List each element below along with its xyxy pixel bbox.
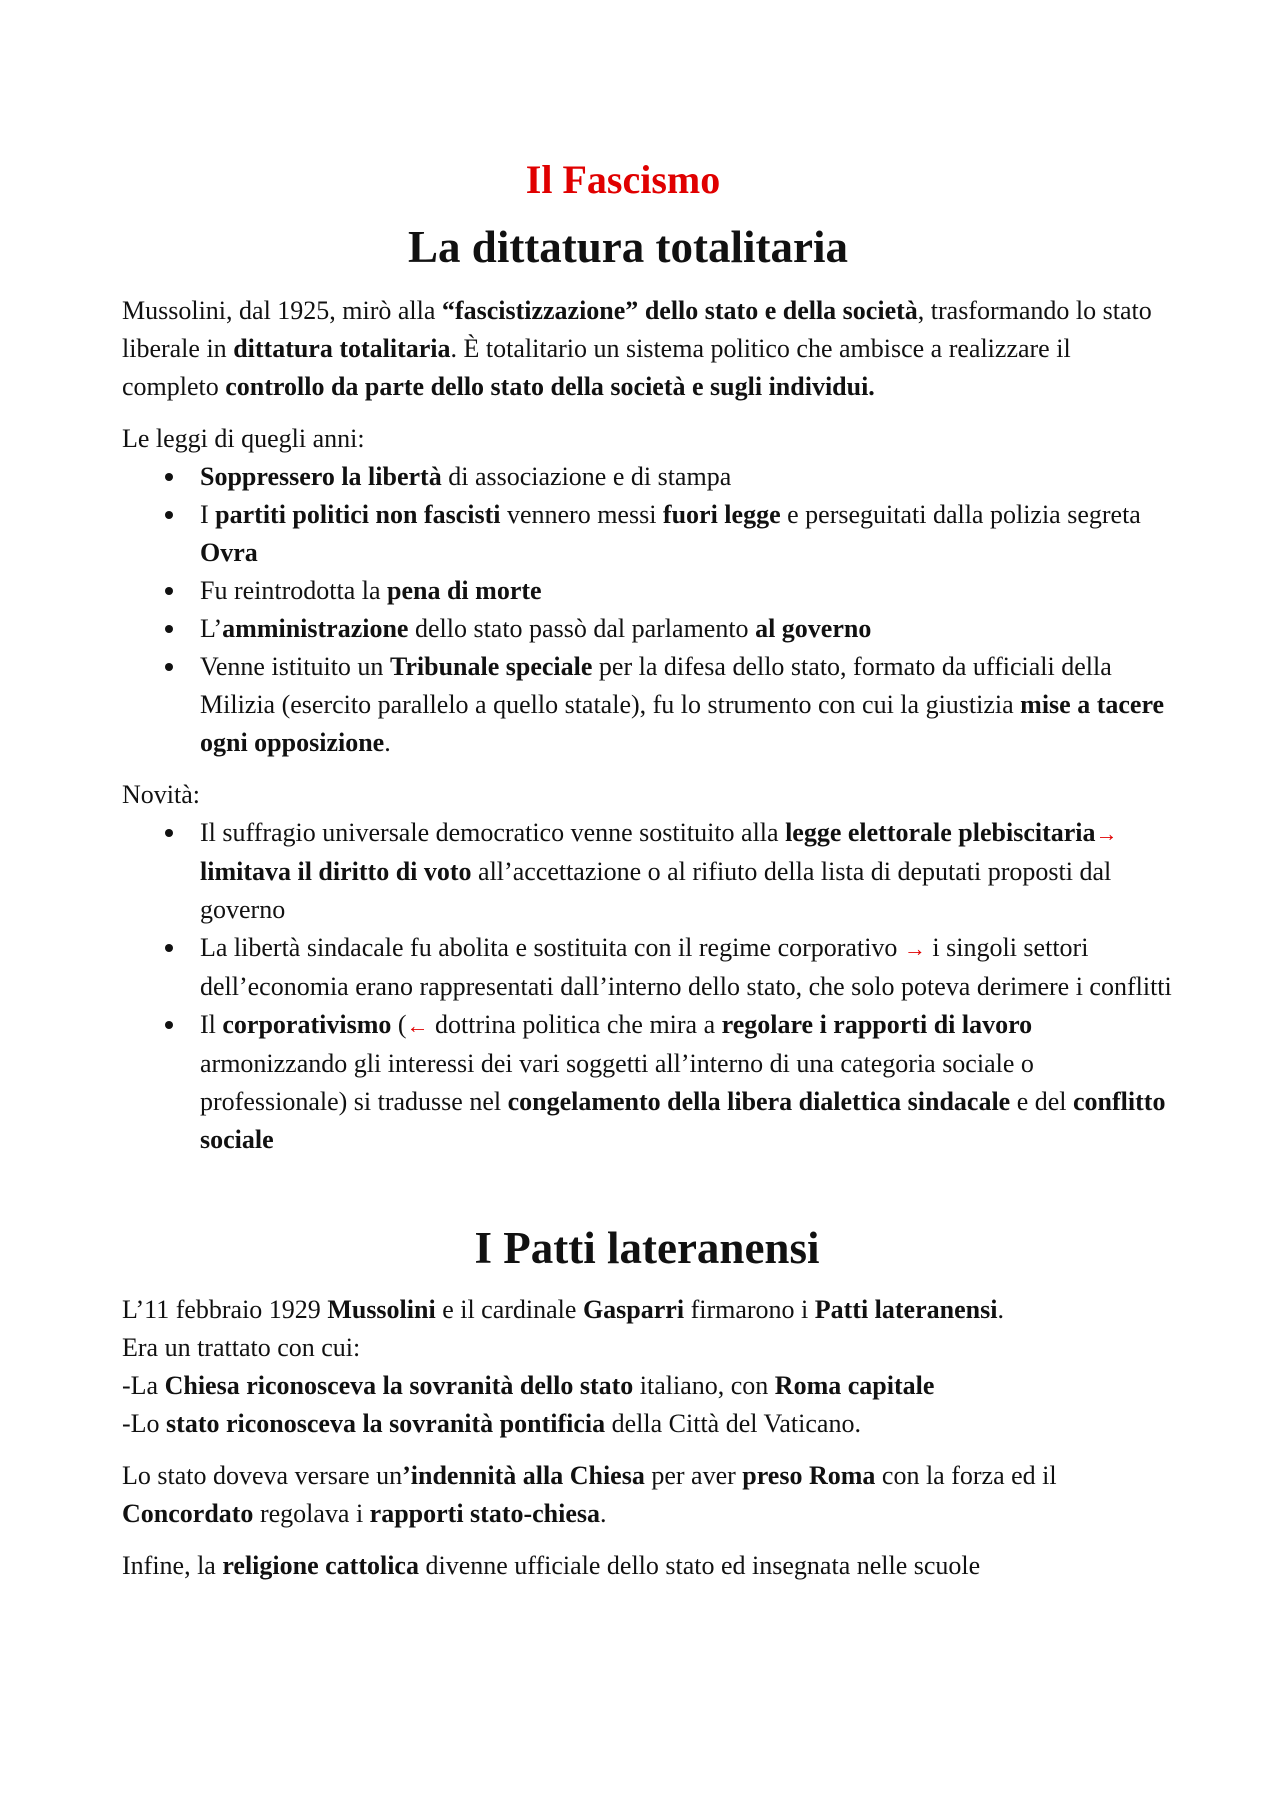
- laws-list: [122, 458, 1172, 762]
- bold-text: Soppressero la libertà: [200, 462, 442, 491]
- text-run: e perseguitati dalla polizia segreta: [780, 500, 1141, 529]
- text-run: regolava i: [253, 1499, 370, 1528]
- text-run: -La: [122, 1371, 165, 1400]
- heading-patti: I Patti lateranensi: [474, 1223, 820, 1273]
- text-run: di associazione e di stampa: [441, 462, 732, 491]
- heading-dittatura: La dittatura totalitaria: [408, 222, 848, 272]
- text-run: Lo stato doveva versare un: [122, 1461, 403, 1490]
- bold-text: regolare i rapporti di lavoro: [721, 1010, 1033, 1039]
- text-run: .: [997, 1295, 1004, 1324]
- bold-text: mise a tacere ogni opposizione: [200, 690, 1165, 757]
- bold-text: Mussolini: [327, 1295, 436, 1324]
- text-run: .: [600, 1499, 607, 1528]
- text-run: .: [384, 728, 391, 757]
- bold-text: Chiesa riconosceva la sovranità dello stato: [164, 1371, 634, 1400]
- list-item: [122, 610, 1172, 648]
- laws-heading: Le leggi di quegli anni:: [122, 424, 365, 453]
- text-run: all’accettazione o al rifiuto della lista di deputati proposti dal governo: [200, 857, 1112, 924]
- bold-text: stato riconosceva la sovranità pontificia: [166, 1409, 606, 1438]
- patti-paragraph-6: [122, 1547, 1172, 1585]
- bold-text: Roma capitale: [774, 1371, 935, 1400]
- bold-text: ’indennità alla Chiesa: [402, 1461, 645, 1490]
- text-run: L’11 febbraio 1929: [122, 1295, 328, 1324]
- bold-text: corporativismo: [222, 1010, 392, 1039]
- bold-text: Tribunale speciale: [389, 652, 593, 681]
- bold-text: Ovra: [200, 538, 258, 567]
- bold-text: preso Roma: [742, 1461, 876, 1490]
- bold-text: “fascistizzazione”: [441, 296, 639, 325]
- bold-text: fuori legge: [662, 500, 781, 529]
- bold-text: Gasparri: [582, 1295, 685, 1324]
- list-item: [122, 458, 1172, 496]
- text-run: Infine, la: [122, 1551, 223, 1580]
- document-title: Il Fascismo: [525, 157, 721, 202]
- bold-text: conflitto sociale: [200, 1087, 1166, 1154]
- bold-text: religione cattolica: [222, 1551, 419, 1580]
- text-run: i singoli settori dell’economia erano rappresentati dall’interno dello stato, che solo poteva derimere i conflitti: [200, 933, 1172, 1001]
- text-run: per la difesa dello stato, formato da ufficiali della Milizia (esercito parallelo a quello statale), fu lo strumento con cui la giustizia: [200, 652, 1112, 719]
- bold-text: controllo da parte dello stato della società e sugli individui.: [225, 372, 875, 401]
- text-run: L’: [200, 614, 223, 643]
- list-item: [122, 496, 1172, 572]
- text-run: Il suffragio universale democratico venne sostituito alla: [200, 818, 786, 847]
- list-item: [122, 814, 1172, 929]
- news-list: [122, 814, 1172, 1159]
- text-run: Mussolini, dal 1925, mirò alla: [122, 296, 442, 325]
- patti-paragraph-5: [122, 1457, 1172, 1533]
- text-run: divenne ufficiale dello stato ed insegnata nelle scuole: [418, 1551, 981, 1580]
- text-run: dello stato passò dal parlamento: [408, 614, 756, 643]
- arrow-icon: →: [1095, 821, 1118, 846]
- text-run: , trasformando lo stato liberale in: [122, 296, 1152, 363]
- text-run: firmarono i: [684, 1295, 815, 1324]
- text-run: Venne istituito un: [200, 652, 390, 681]
- text-run: e il cardinale: [435, 1295, 583, 1324]
- text-run: italiano, con: [633, 1371, 775, 1400]
- bold-text: Patti lateranensi: [814, 1295, 998, 1324]
- text-run: . È totalitario un sistema politico che ambisce a realizzare il completo: [122, 334, 1071, 401]
- intro-paragraph: [122, 292, 1172, 406]
- bold-text: al governo: [755, 614, 872, 643]
- text-run: con la forza ed il: [875, 1461, 1057, 1490]
- patti-paragraph-2: [122, 1329, 1172, 1367]
- text-run: vennero messi: [500, 500, 663, 529]
- bold-text: Concordato: [122, 1499, 254, 1528]
- list-item: [122, 1006, 1172, 1159]
- patti-paragraph-4: [122, 1405, 1172, 1443]
- list-item: [122, 572, 1172, 610]
- news-heading: Novità:: [122, 780, 200, 809]
- text-run: dottrina politica che mira a: [428, 1010, 722, 1039]
- text-run: Fu reintrodotta la: [200, 576, 388, 605]
- patti-paragraph-1: [122, 1291, 1172, 1329]
- bold-text: limitava il diritto di voto: [200, 857, 472, 886]
- text-run: Il: [200, 1010, 223, 1039]
- patti-paragraph-3: [122, 1367, 1172, 1405]
- bold-text: legge elettorale plebiscitaria: [785, 818, 1096, 847]
- arrow-icon: ←: [406, 1013, 429, 1038]
- text-run: -Lo: [122, 1409, 167, 1438]
- arrow-icon: →: [903, 936, 926, 961]
- text-run: I: [200, 500, 216, 529]
- text-run: armonizzando gli interessi dei vari soggetti all’interno di una categoria sociale o professionale) si tradusse nel: [200, 1049, 1034, 1116]
- bold-text: amministrazione: [222, 614, 409, 643]
- document-page: [122, 150, 1172, 1599]
- text-run: Era un trattato con cui:: [122, 1333, 361, 1362]
- bold-text: dittatura totalitaria: [233, 334, 451, 363]
- text-run: e del: [1010, 1087, 1074, 1116]
- text-run: (: [391, 1010, 407, 1039]
- text-run: La libertà sindacale fu abolita e sostituita con il regime corporativo: [200, 933, 904, 962]
- bold-text: dello stato e della società: [644, 296, 918, 325]
- list-item: [122, 648, 1172, 762]
- text-run: della Città del Vaticano.: [605, 1409, 861, 1438]
- text-run: per aver: [644, 1461, 743, 1490]
- bold-text: rapporti stato-chiesa: [369, 1499, 601, 1528]
- bold-text: pena di morte: [387, 576, 542, 605]
- bold-text: congelamento della libera dialettica sindacale: [507, 1087, 1011, 1116]
- bold-text: partiti politici non fascisti: [215, 500, 501, 529]
- list-item: [122, 929, 1172, 1006]
